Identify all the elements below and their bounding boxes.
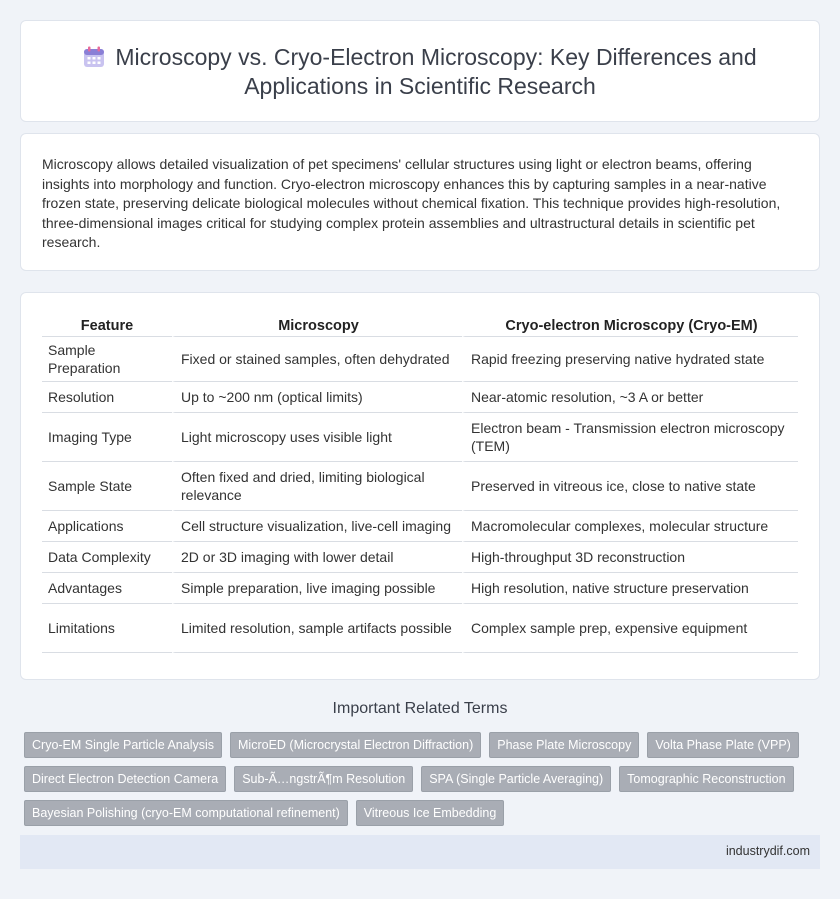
related-term-tag[interactable]: Cryo-EM Single Particle Analysis (24, 732, 222, 758)
intro-paragraph: Microscopy allows detailed visualization of pet specimens' cellular structures using light or electron beams, offering insights into morphology and function. Cryo-electron microscopy enhances this by capturing samples in a near-native frozen state, preserving delicate biological molecules without chemical fixation. This technique provides high-resolution, three-dimensional images critical for studying complex protein assemblies and ultrastructural details in scientific pet research. (42, 156, 781, 250)
table-cell-microscopy: 2D or 3D imaging with lower detail (172, 542, 462, 573)
related-terms-heading: Important Related Terms (332, 700, 508, 717)
table-cell-microscopy: Often fixed and dried, limiting biological relevance (172, 462, 462, 511)
table-row (42, 511, 798, 542)
table-cell-microscopy: Limited resolution, sample artifacts possible (172, 604, 462, 653)
table-cell-feature: Applications (42, 511, 172, 542)
table-cell-feature: Data Complexity (42, 542, 172, 573)
table-cell-microscopy: Fixed or stained samples, often dehydrated (172, 337, 462, 382)
table-cell-cryo-em: Complex sample prep, expensive equipment (462, 604, 798, 653)
footer (20, 835, 820, 869)
table-cell-cryo-em: High resolution, native structure preservation (462, 573, 798, 604)
related-term-tag[interactable]: Sub-Ã…ngstrÃ¶m Resolution (234, 766, 413, 792)
table-cell-cryo-em: Macromolecular complexes, molecular structure (462, 511, 798, 542)
table-row (42, 462, 798, 511)
table-row (42, 604, 798, 653)
related-term-tag[interactable]: Vitreous Ice Embedding (356, 800, 505, 826)
footer-site-link[interactable]: industrydif.com (725, 844, 810, 858)
table-row (42, 337, 798, 382)
page-title (21, 43, 819, 101)
title-card (20, 20, 820, 122)
comparison-table-card (20, 292, 820, 680)
table-header-row (42, 313, 798, 337)
related-terms-list (24, 732, 804, 826)
table-cell-feature: Sample State (42, 462, 172, 511)
related-term-tag[interactable]: Volta Phase Plate (VPP) (647, 732, 799, 758)
table-cell-cryo-em: Rapid freezing preserving native hydrated state (462, 337, 798, 382)
table-cell-microscopy: Light microscopy uses visible light (172, 413, 462, 462)
related-term-tag[interactable]: Bayesian Polishing (cryo-EM computational refinement) (24, 800, 348, 826)
table-cell-feature: Sample Preparation (42, 337, 172, 382)
table-cell-cryo-em: Preserved in vitreous ice, close to native state (462, 462, 798, 511)
table-row (42, 382, 798, 413)
table-cell-feature: Advantages (42, 573, 172, 604)
table-cell-feature: Limitations (42, 604, 172, 653)
table-cell-microscopy: Up to ~200 nm (optical limits) (172, 382, 462, 413)
table-cell-microscopy: Simple preparation, live imaging possible (172, 573, 462, 604)
related-term-tag[interactable]: Direct Electron Detection Camera (24, 766, 226, 792)
table-cell-cryo-em: High-throughput 3D reconstruction (462, 542, 798, 573)
table-row (42, 573, 798, 604)
column-header-cryo-em: Cryo-electron Microscopy (Cryo-EM) (462, 313, 798, 337)
title-line-2: Applications in Scientific Research (244, 73, 596, 99)
related-term-tag[interactable]: Tomographic Reconstruction (619, 766, 793, 792)
table-cell-cryo-em: Near-atomic resolution, ~3 A or better (462, 382, 798, 413)
calendar-icon (83, 46, 105, 68)
table-cell-feature: Imaging Type (42, 413, 172, 462)
title-line-1: Microscopy vs. Cryo-Electron Microscopy: Key Differences and (115, 44, 757, 70)
comparison-table (42, 313, 798, 653)
related-term-tag[interactable]: MicroED (Microcrystal Electron Diffraction) (230, 732, 481, 758)
table-cell-cryo-em: Electron beam - Transmission electron microscopy (TEM) (462, 413, 798, 462)
table-cell-microscopy: Cell structure visualization, live-cell imaging (172, 511, 462, 542)
related-term-tag[interactable]: Phase Plate Microscopy (489, 732, 639, 758)
column-header-microscopy: Microscopy (172, 313, 462, 337)
intro-card (20, 133, 820, 271)
table-row (42, 413, 798, 462)
related-term-tag[interactable]: SPA (Single Particle Averaging) (421, 766, 611, 792)
table-cell-feature: Resolution (42, 382, 172, 413)
table-row (42, 542, 798, 573)
column-header-feature: Feature (42, 313, 172, 337)
